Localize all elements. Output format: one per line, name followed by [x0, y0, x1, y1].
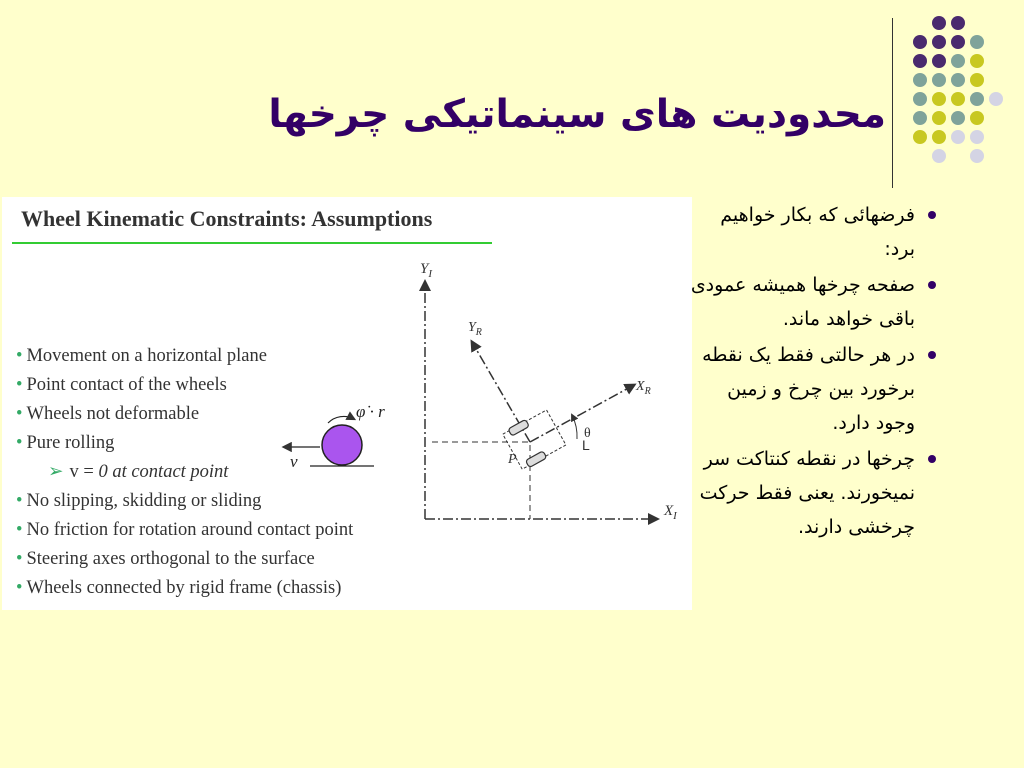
y-robot-label: $Y_R$ [468, 320, 482, 338]
l-label: L [582, 437, 590, 453]
assumption-item: • No friction for rotation around contact point [16, 520, 354, 540]
figure-title: Wheel Kinematic Constraints: Assumptions [21, 206, 433, 231]
x-robot-axis [530, 385, 634, 442]
kinematics-diagram [2, 197, 692, 610]
decorative-dot [951, 73, 965, 87]
slide-title: محدودیت های سینماتیکی چرخها [268, 92, 886, 137]
decorative-dot [989, 92, 1003, 106]
v-label: v [290, 452, 298, 471]
decorative-dot [932, 111, 946, 125]
decorative-dot [970, 111, 984, 125]
figure-panel [2, 197, 692, 610]
decorative-dot [913, 130, 927, 144]
p-label: P [508, 452, 517, 467]
decorative-dot [951, 92, 965, 106]
decorative-dot [970, 149, 984, 163]
decorative-dot [951, 130, 965, 144]
decorative-dot [913, 111, 927, 125]
robot-wheel-right [525, 451, 546, 468]
title-divider-line [892, 18, 893, 188]
bullet-item: فرضهائی که بکار خواهیم برد: [690, 198, 940, 266]
assumption-item: • Point contact of the wheels [16, 375, 227, 395]
robot-frame [468, 320, 651, 471]
wheel-circle [322, 425, 362, 465]
theta-label: θ [584, 426, 591, 441]
assumption-item: • No slipping, skidding or sliding [16, 491, 262, 511]
decorative-dot [970, 73, 984, 87]
decorative-dot [932, 149, 946, 163]
decorative-dot [951, 111, 965, 125]
persian-bullet-list [690, 198, 940, 546]
rolling-wheel-illustration [284, 402, 385, 471]
decorative-dot-grid [0, 0, 1024, 180]
rotation-arrow [328, 416, 354, 423]
decorative-dot [932, 16, 946, 30]
x-inertial-label: $X_I$ [664, 503, 677, 522]
decorative-dot [932, 130, 946, 144]
bullet-item: چرخها در نقطه کنتاکت سر نمیخورند. یعنی فقط حرکت چرخشی دارند. [690, 442, 940, 544]
bullet-item: صفحه چرخها همیشه عمودی باقی خواهد ماند. [690, 268, 940, 336]
decorative-dot [932, 73, 946, 87]
decorative-dot [951, 35, 965, 49]
decorative-dot [970, 130, 984, 144]
theta-arc [572, 415, 577, 439]
phi-r-label: φ̇ · r [356, 402, 385, 421]
decorative-dot [932, 54, 946, 68]
decorative-dot [913, 73, 927, 87]
x-robot-label: $X_R$ [636, 379, 651, 397]
assumption-item: • Movement on a horizontal plane [16, 346, 267, 366]
decorative-dot [951, 54, 965, 68]
assumption-subitem: ➢ v = 0 at contact point [48, 462, 229, 482]
assumption-item: • Wheels not deformable [16, 404, 200, 424]
assumption-item: • Wheels connected by rigid frame (chassis) [16, 578, 342, 598]
decorative-dot [913, 92, 927, 106]
decorative-dot [932, 35, 946, 49]
decorative-dot [970, 54, 984, 68]
y-inertial-label: $Y_I$ [420, 261, 433, 280]
assumption-item: • Steering axes orthogonal to the surface [16, 549, 315, 569]
decorative-dot [951, 16, 965, 30]
bullet-item: در هر حالتی فقط یک نقطه برخورد بین چرخ و زمین وجود دارد. [690, 338, 940, 440]
decorative-dot [913, 35, 927, 49]
assumption-item: • Pure rolling [16, 433, 115, 453]
decorative-dot [932, 92, 946, 106]
decorative-dot [970, 35, 984, 49]
decorative-dot [970, 92, 984, 106]
decorative-dot [913, 54, 927, 68]
